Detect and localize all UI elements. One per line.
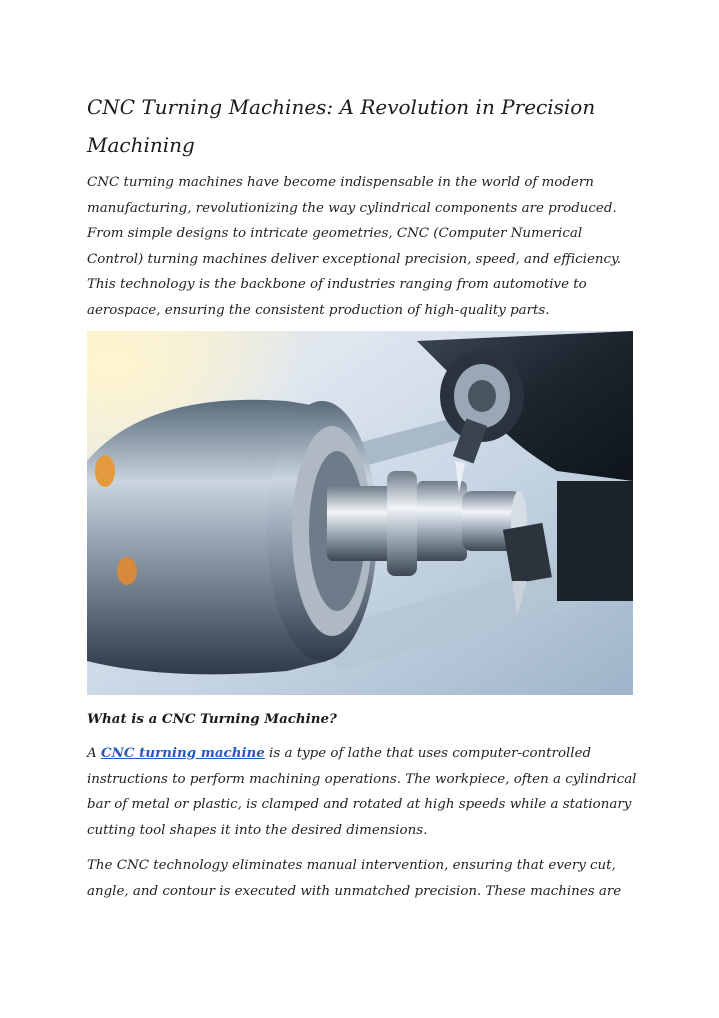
intro-paragraph: CNC turning machines have become indispensable in the world of modern manufacturing, revolutionizing the way cylindrical components are produced. From simple designs to intricate geometries, CNC (Computer Numerical Control) turning machines deliver exceptional precision, speed, and efficiency. This technology is the backbone of industries ranging from automotive to aerospace, ensuring the consistent production of high-quality parts. — [87, 175, 622, 318]
cnc-machine-photo — [87, 331, 633, 695]
section-paragraph-2: The CNC technology eliminates manual intervention, ensuring that every cut, angle, and contour is executed with unmatched precision. These machines are — [87, 858, 622, 899]
paragraph-prefix: A — [87, 746, 101, 761]
paragraph-rest: is a type of lathe that uses computer-controlled instructions to perform machining operations. The workpiece, often a cylindrical bar of metal or plastic, is clamped and rotated at high speeds while a stationary cutting tool shapes it into the desired dimensions. — [87, 746, 637, 838]
section-paragraph-1 — [87, 741, 637, 843]
section-heading: What is a CNC Turning Machine? — [87, 711, 337, 727]
article-title: CNC Turning Machines: A Revolution in Precision Machining — [87, 95, 596, 157]
cnc-turning-machine-link[interactable]: CNC turning machine — [100, 745, 265, 761]
